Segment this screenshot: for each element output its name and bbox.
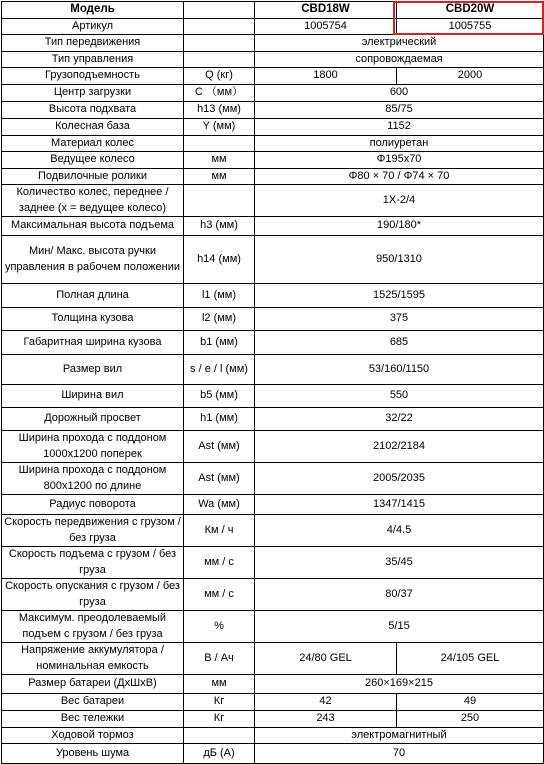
parameter-name: Высота подхвата [2,101,184,118]
table-row [2,727,544,744]
parameter-name: Скорость подъема с грузом / без груза [2,547,184,579]
parameter-unit: Ast (мм) [184,463,255,495]
value-shared: 32/22 [255,408,544,431]
value-cbd20w: 2000 [397,68,544,85]
parameter-unit [184,18,255,35]
header-model-label: Модель [2,2,184,19]
parameter-unit: Wa (мм) [184,495,255,515]
parameter-name: Ходовой тормоз [2,727,184,744]
value-cbd18w: 1800 [255,68,397,85]
value-shared: 2005/2035 [255,463,544,495]
parameter-unit: Q (кг) [184,68,255,85]
parameter-unit: h1 (мм) [184,408,255,431]
parameter-name: Напряжение аккумулятора / номинальная емкость [2,643,184,675]
value-shared: 1152 [255,118,544,135]
value-shared: 550 [255,385,544,408]
parameter-unit: b5 (мм) [184,385,255,408]
value-shared: 950/1310 [255,236,544,284]
table-row [2,463,544,495]
parameter-name: Грузоподъемность [2,68,184,85]
value-shared: 1347/1415 [255,495,544,515]
table-row [2,331,544,355]
table-row [2,308,544,331]
table-row [2,101,544,118]
parameter-unit [184,51,255,68]
table-header-row [2,2,544,19]
parameter-unit: Y (мм) [184,118,255,135]
value-shared: 1X-2/4 [255,185,544,217]
parameter-unit [184,35,255,52]
table-row [2,611,544,643]
value-cbd20w: 250 [397,710,544,727]
parameter-unit: l1 (мм) [184,284,255,308]
value-shared: электромагнитный [255,727,544,744]
parameter-name: Ширина прохода с поддоном 1000x1200 поперек [2,431,184,463]
value-shared: 600 [255,84,544,101]
parameter-unit: дБ (А) [184,744,255,764]
parameter-name: Максимум. преодолеваемый подъем с грузом / без груза [2,611,184,643]
value-shared: 80/37 [255,579,544,611]
table-row [2,710,544,727]
value-shared: Φ80 × 70 / Φ74 × 70 [255,168,544,185]
parameter-name: Центр загрузки [2,84,184,101]
parameter-unit: C （мм） [184,84,255,101]
value-shared: 5/15 [255,611,544,643]
parameter-name: Тип управления [2,51,184,68]
parameter-name: Артикул [2,18,184,35]
parameter-unit: мм / с [184,547,255,579]
table-row [2,408,544,431]
table-row [2,152,544,169]
table-row [2,118,544,135]
parameter-name: Ведущее колесо [2,152,184,169]
parameter-name: Ширина прохода с поддоном 800x1200 по длине [2,463,184,495]
table-row [2,84,544,101]
parameter-unit: b1 (мм) [184,331,255,355]
table-row [2,217,544,236]
table-row [2,675,544,694]
parameter-name: Дорожный просвет [2,408,184,431]
parameter-unit: l2 (мм) [184,308,255,331]
table-row [2,35,544,52]
value-cbd18w: 1005754 [255,18,397,35]
value-cbd18w: 243 [255,710,397,727]
value-shared: 35/45 [255,547,544,579]
value-shared: 190/180* [255,217,544,236]
value-shared: 260×169×215 [255,675,544,694]
table-row [2,51,544,68]
value-cbd18w: 42 [255,694,397,711]
parameter-name: Мин/ Макс. высота ручки управления в рабочем положении [2,236,184,284]
parameter-unit: s / e / l (мм) [184,355,255,385]
value-shared: 53/160/1150 [255,355,544,385]
table-row [2,643,544,675]
table-row [2,168,544,185]
table-row [2,431,544,463]
value-shared: 685 [255,331,544,355]
parameter-unit: Ast (мм) [184,431,255,463]
parameter-name: Подвилочные ролики [2,168,184,185]
value-shared: 4/4.5 [255,515,544,547]
parameter-unit: мм [184,675,255,694]
value-shared: 375 [255,308,544,331]
value-shared: Φ195x70 [255,152,544,169]
value-cbd20w: 24/105 GEL [397,643,544,675]
parameter-name: Максимальная высота подъема [2,217,184,236]
header-unit-cell [184,2,255,19]
parameter-unit: % [184,611,255,643]
value-cbd20w: 49 [397,694,544,711]
parameter-name: Толщина кузова [2,308,184,331]
value-shared: 70 [255,744,544,764]
parameter-name: Полная длина [2,284,184,308]
table-row [2,18,544,35]
table-row [2,515,544,547]
parameter-name: Количество колес, переднее / заднее (х = ведущее колесо) [2,185,184,217]
parameter-unit: Кг [184,710,255,727]
parameter-name: Уровень шума [2,744,184,764]
table-row [2,135,544,152]
value-shared: полиуретан [255,135,544,152]
table-row [2,744,544,764]
table-row [2,185,544,217]
parameter-unit: мм [184,168,255,185]
parameter-name: Ширина вил [2,385,184,408]
value-shared: 2102/2184 [255,431,544,463]
specification-table [1,1,544,764]
table-row [2,355,544,385]
parameter-name: Скорость передвижения с грузом / без груза [2,515,184,547]
table-row [2,547,544,579]
parameter-name: Размер вил [2,355,184,385]
parameter-unit [184,185,255,217]
table-row [2,495,544,515]
value-shared: электрический [255,35,544,52]
table-row [2,236,544,284]
parameter-unit [184,135,255,152]
parameter-unit: Кг [184,694,255,711]
value-cbd18w: 24/80 GEL [255,643,397,675]
table-row [2,579,544,611]
table-row [2,68,544,85]
parameter-name: Радиус поворота [2,495,184,515]
parameter-unit: h3 (мм) [184,217,255,236]
table-row [2,385,544,408]
parameter-name: Материал колес [2,135,184,152]
value-cbd20w: 1005755 [397,18,544,35]
value-shared: сопровождаемая [255,51,544,68]
header-model-cbd18w: CBD18W [255,2,397,19]
parameter-unit [184,727,255,744]
parameter-name: Размер батареи (ДхШхВ) [2,675,184,694]
parameter-name: Скорость опускания с грузом / без груза [2,579,184,611]
parameter-name: Тип передвижения [2,35,184,52]
parameter-name: Колесная база [2,118,184,135]
parameter-name: Вес тележки [2,710,184,727]
parameter-name: Вес батареи [2,694,184,711]
parameter-unit: В / Ач [184,643,255,675]
value-shared: 1525/1595 [255,284,544,308]
parameter-unit: h14 (мм) [184,236,255,284]
value-shared: 85/75 [255,101,544,118]
table-row [2,694,544,711]
parameter-unit: мм [184,152,255,169]
parameter-name: Габаритная ширина кузова [2,331,184,355]
table-row [2,284,544,308]
parameter-unit: мм / с [184,579,255,611]
parameter-unit: Км / ч [184,515,255,547]
header-model-cbd20w: CBD20W [397,2,544,19]
parameter-unit: h13 (мм) [184,101,255,118]
